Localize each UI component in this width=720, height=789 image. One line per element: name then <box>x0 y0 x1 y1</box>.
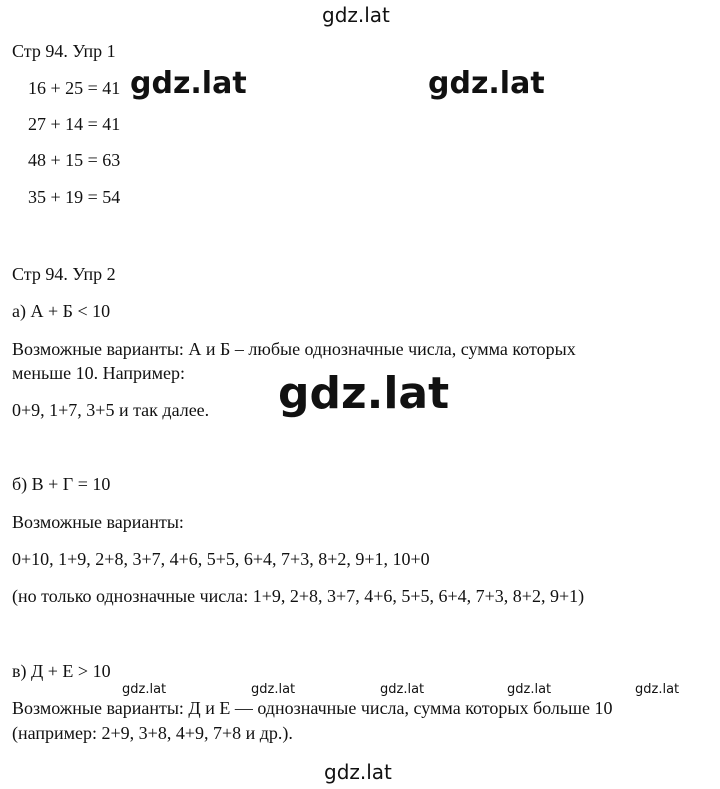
watermark-small-5: gdz.lat <box>635 682 680 697</box>
watermark-small-4: gdz.lat <box>507 682 552 697</box>
watermark-1: gdz.lat <box>130 66 253 101</box>
watermark-small-2: gdz.lat <box>251 682 296 697</box>
ex2-c-text-1: Возможные варианты: Д и Е — однозначные числа, сумма которых больше 10 <box>12 698 613 718</box>
watermark-bottom: gdz.lat <box>324 760 392 784</box>
watermark-small-3: gdz.lat <box>380 682 425 697</box>
ex1-line-4: 35 + 19 = 54 <box>28 187 121 207</box>
watermark-small-1: gdz.lat <box>122 682 167 697</box>
ex1-line-2: 27 + 14 = 41 <box>28 114 121 134</box>
ex2-b-note: (но только однозначные числа: 1+9, 2+8, 3+7, 4+6, 5+5, 6+4, 7+3, 8+2, 9+1) <box>12 586 585 606</box>
ex2-b-text: Возможные варианты: <box>12 512 184 532</box>
watermark-2: gdz.lat <box>428 66 545 101</box>
ex2-a-example: 0+9, 1+7, 3+5 и так далее. <box>12 400 210 420</box>
ex2-b-condition: б) В + Г = 10 <box>12 474 111 494</box>
ex1-line-1: 16 + 25 = 41 <box>28 78 121 98</box>
ex2-a-text-2: меньше 10. Например: <box>12 363 185 383</box>
watermark-top: gdz.lat <box>322 3 390 27</box>
ex2-a-text-1: Возможные варианты: А и Б – любые однозначные числа, сумма которых <box>12 339 576 359</box>
ex2-a-condition: а) А + Б < 10 <box>12 301 111 321</box>
watermark-center: gdz.lat <box>278 368 450 419</box>
ex2-title: Стр 94. Упр 2 <box>12 264 116 284</box>
ex2-b-list: 0+10, 1+9, 2+8, 3+7, 4+6, 5+5, 6+4, 7+3, 8+2, 9+1, 10+0 <box>12 549 430 569</box>
ex2-c-text-2: (например: 2+9, 3+8, 4+9, 7+8 и др.). <box>12 723 293 743</box>
ex1-title: Стр 94. Упр 1 <box>12 41 116 61</box>
ex1-line-3: 48 + 15 = 63 <box>28 150 121 170</box>
ex2-c-condition: в) Д + Е > 10 <box>12 661 111 681</box>
